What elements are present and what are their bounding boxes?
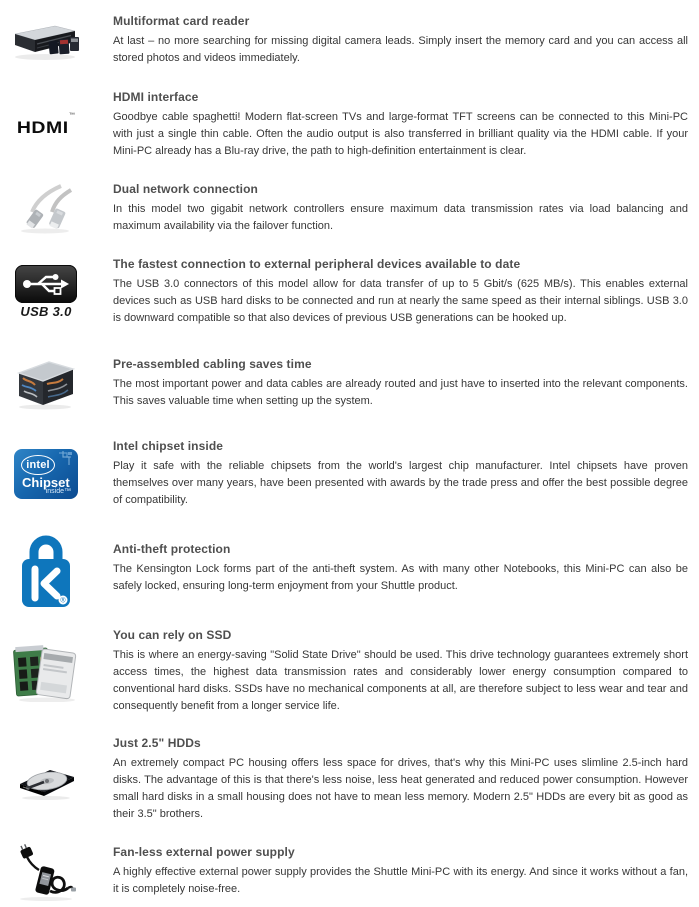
feature-row [0,628,699,715]
ssd-image [0,642,92,702]
feature-row [0,90,699,160]
feature-description: The Kensington Lock forms part of the anti-theft system. As with many other Notebooks, this Mini-PC can also be safely locked, ensuring long-term enjoyment from your Shuttle product. [113,563,688,592]
registered-mark: ® [60,597,66,605]
feature-description: The most important power and data cables are already routed and just have to inserted into the relevant components. This saves valuable time when setting up the system. [113,378,688,407]
feature-title: Pre-assembled cabling saves time [113,357,312,371]
feature-title: HDMI interface [113,90,199,104]
card-reader-graphic [9,21,83,61]
feature-row [0,736,699,823]
circuit-pattern-icon [57,451,75,467]
hdmi-trademark: ™ [68,112,76,119]
chassis-cabling-image [0,358,92,410]
feature-title: Fan-less external power supply [113,845,295,859]
feature-row [0,182,699,235]
feature-row [0,14,699,67]
feature-description: A highly effective external power supply provides the Shuttle Mini-PC with its energy. And since it works without a fan, it is completely noise-free. [113,866,688,895]
feature-title: Dual network connection [113,182,258,196]
feature-row [0,542,699,605]
hdmi-wordmark: HDMI [16,118,69,137]
power-adapter-image [0,843,92,901]
feature-title: Just 2.5" HDDs [113,736,201,750]
usb-trident-icon [15,265,77,303]
feature-title: You can rely on SSD [113,628,232,642]
feature-row [0,257,699,327]
intel-inside-label: inside™ [45,488,71,495]
hdd-graphic [16,760,76,800]
hdmi-logo [0,112,92,139]
feature-title: Anti-theft protection [113,542,231,556]
feature-description: The USB 3.0 connectors of this model allow for data transfer of up to 5 Gbit/s (625 MB/s). This enables external devices such as USB hard disks to be connected and run at nearly the same speed as their internal siblings. USB 3.0 is downward compatible so that also devices of previous USB generations can be hooked up. [113,278,688,324]
feature-description: An extremely compact PC housing offers less space for drives, that's why this Mini-PC uses slimline 2.5-inch hard disks. The advantage of this is that there's less noise, less heat generated and reduced power consumption. However small hard disks in a small housing does not have to mean less memory. Modern 2.5" HDDs are every bit as good as their 3.5" brothers. [113,757,688,820]
intel-chipset-badge [0,449,92,499]
feature-description: Goodbye cable spaghetti! Modern flat-screen TVs and large-format TFT screens can be connected to this Mini-PC with just a single thin cable. Often the audio output is also transferred in brilliant quality via the HDMI cable. If your Mini-PC already has a Blu-ray drive, the path to high-definition entertainment is clear. [113,111,688,157]
power-adapter-graphic [14,843,78,901]
feature-description: At last – no more searching for missing digital camera leads. Simply insert the memory card and you can access all stored photos and videos immediately. [113,35,688,64]
feature-title: The fastest connection to external peripheral devices available to date [113,257,521,271]
kensington-lock-logo [0,529,92,609]
intel-logo [14,449,78,499]
feature-title: Intel chipset inside [113,439,224,453]
network-cables-graphic [15,184,77,234]
card-reader-image [0,21,92,61]
feature-row [0,845,699,898]
chassis-graphic [15,358,77,410]
feature-row [0,439,699,509]
feature-description: This is where an energy-saving "Solid State Drive" should be used. This drive technology guarantees extremely short access times, the highest data transmission rates and considerably lower energy consumption compared to conventional hard disks. SSDs have no mechanical components at all, are therefore subject to less wear and tear and consequently benefit from a longer service life. [113,649,688,712]
feature-row [0,357,699,410]
padlock-icon [20,529,72,609]
intel-brand: intel [21,455,55,475]
network-cables-image [0,184,92,234]
ssd-graphic [13,642,79,702]
feature-title: Multiformat card reader [113,14,250,28]
usb3-badge [0,265,92,319]
intel-chipset-label: Chipset [22,475,70,490]
feature-description: In this model two gigabit network controllers ensure maximum data transmission rates via load balancing and maximum availability via the failover function. [113,203,688,232]
feature-description: Play it safe with the reliable chipsets from the world's largest chip manufacturer. Intel chipsets have proven themselves over many years, have been presented with awards by the trade press and offer the best possible degree of compatibility. [113,460,688,506]
hdd-image [0,760,92,800]
usb-30-label: USB 3.0 [20,304,72,319]
